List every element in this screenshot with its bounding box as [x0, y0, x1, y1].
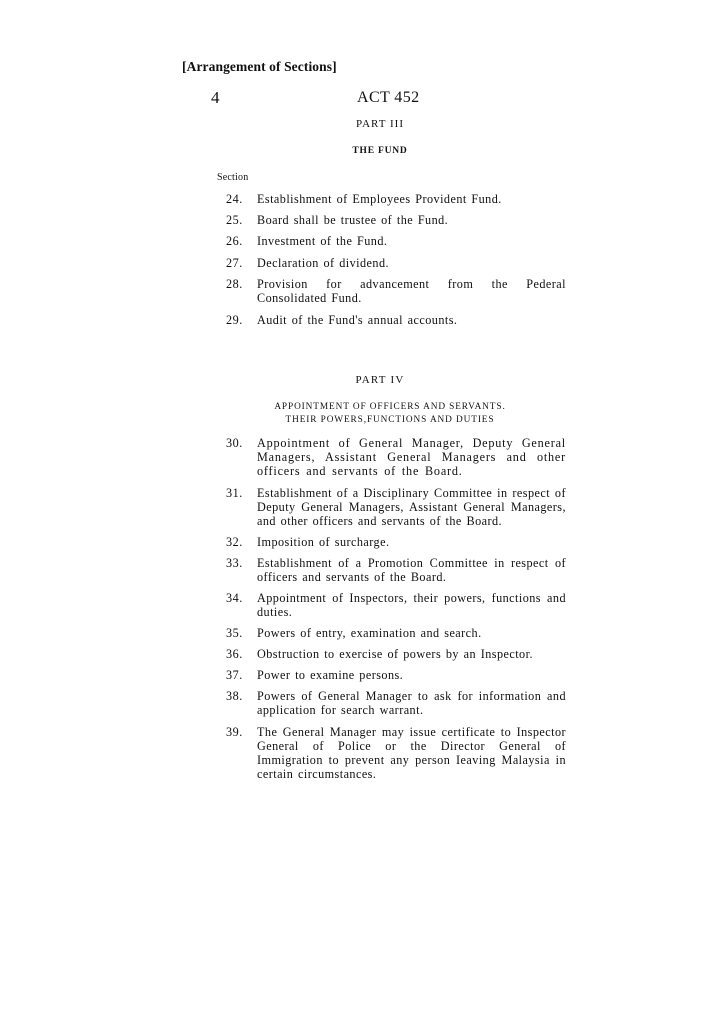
section-title: Appointment of General Manager, Deputy General Managers, Assistant General Managers and other officers and servants of the Board.	[257, 436, 566, 478]
section-number: 36.	[226, 647, 243, 661]
section-number: 35.	[226, 626, 243, 640]
section-entry	[226, 277, 566, 305]
section-number: 39.	[226, 725, 243, 739]
part-iii-title: PART III	[356, 118, 404, 130]
section-entry	[226, 626, 566, 640]
section-number: 26.	[226, 234, 243, 248]
section-title: Investment of the Fund.	[257, 234, 388, 248]
section-title: Powers of General Manager to ask for information and application for search warrant.	[257, 689, 566, 717]
section-title: Provision for advancement from the Pederal Consolidated Fund.	[257, 277, 566, 305]
section-number: 33.	[226, 556, 243, 570]
section-number: 30.	[226, 436, 243, 450]
act-title: ACT 452	[357, 89, 420, 106]
section-entry	[226, 313, 566, 327]
section-entry	[226, 647, 566, 661]
section-column-label: Section	[217, 172, 249, 183]
section-title: Imposition of surcharge.	[257, 535, 390, 549]
section-entry	[226, 725, 566, 781]
section-number: 31.	[226, 486, 243, 500]
section-number: 27.	[226, 256, 243, 270]
section-number: 38.	[226, 689, 243, 703]
section-title: Power to examine persons.	[257, 668, 404, 682]
section-number: 29.	[226, 313, 243, 327]
section-title: Obstruction to exercise of powers by an Inspector.	[257, 647, 533, 661]
section-title: Powers of entry, examination and search.	[257, 626, 482, 640]
section-entry	[226, 436, 566, 478]
section-entry	[226, 256, 566, 270]
section-title: Establishment of a Disciplinary Committee in respect of Deputy General Managers, Assistant General Managers, and other officers and servants of the Board.	[257, 486, 566, 528]
section-title: Establishment of Employees Provident Fund.	[257, 192, 502, 206]
part-iv-title: PART IV	[355, 374, 405, 386]
section-title: Establishment of a Promotion Committee in respect of officers and servants of the Board.	[257, 556, 566, 584]
running-header: [Arrangement of Sections]	[182, 59, 337, 74]
section-entry	[226, 192, 566, 206]
part-iv-heading-line2: THEIR POWERS,FUNCTIONS AND DUTIES	[285, 415, 495, 425]
section-number: 34.	[226, 591, 243, 605]
section-title: The General Manager may issue certificate to Inspector General of Police or the Director General of Immigration to prevent any person Ieaving Malaysia in certain circumstances.	[257, 725, 566, 781]
section-title: Audit of the Fund's annual accounts.	[257, 313, 458, 327]
section-number: 28.	[226, 277, 243, 291]
section-number: 37.	[226, 668, 243, 682]
section-entry	[226, 556, 566, 584]
section-entry	[226, 486, 566, 528]
section-entry	[226, 535, 566, 549]
section-entry	[226, 591, 566, 619]
section-title: Appointment of Inspectors, their powers, functions and duties.	[257, 591, 566, 619]
section-title: Board shall be trustee of the Fund.	[257, 213, 449, 227]
section-entry	[226, 689, 566, 717]
section-number: 32.	[226, 535, 243, 549]
section-entry	[226, 213, 566, 227]
section-number: 24.	[226, 192, 243, 206]
page-number: 4	[211, 88, 220, 107]
section-entry	[226, 668, 566, 682]
section-entry	[226, 234, 566, 248]
part-iv-heading-line1: APPOINTMENT OF OFFICERS AND SERVANTS.	[274, 402, 506, 412]
section-number: 25.	[226, 213, 243, 227]
section-title: Declaration of dividend.	[257, 256, 389, 270]
part-iii-heading: THE FUND	[352, 146, 408, 156]
